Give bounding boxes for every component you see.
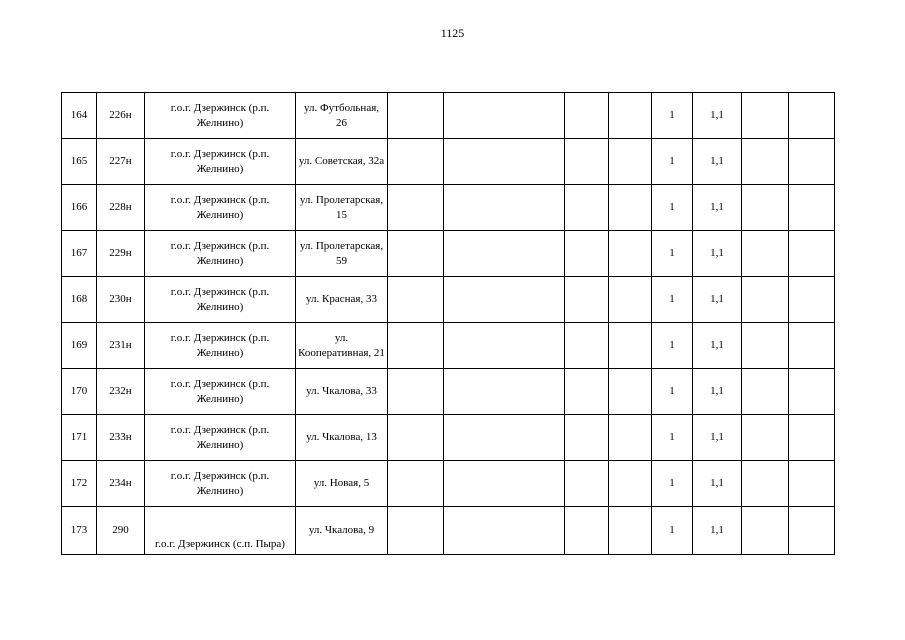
table-row [62,323,835,369]
cell-empty [388,323,444,369]
cell-empty [444,139,565,185]
cell-container-volume: 1,1 [693,185,742,231]
cell-empty [388,139,444,185]
cell-settlement: г.о.г. Дзержинск (р.п. Желнино) [145,231,296,277]
cell-empty [444,461,565,507]
cell-container-count: 1 [652,139,693,185]
cell-address: ул. Футбольная, 26 [296,93,388,139]
cell-container-volume: 1,1 [693,277,742,323]
cell-settlement: г.о.г. Дзержинск (р.п. Желнино) [145,277,296,323]
cell-container-volume: 1,1 [693,461,742,507]
cell-settlement: г.о.г. Дзержинск (р.п. Желнино) [145,139,296,185]
cell-row-number: 171 [62,415,97,461]
cell-settlement: г.о.г. Дзержинск (р.п. Желнино) [145,461,296,507]
cell-settlement: г.о.г. Дзержинск (р.п. Желнино) [145,369,296,415]
cell-settlement: г.о.г. Дзержинск (р.п. Желнино) [145,415,296,461]
cell-empty [789,323,835,369]
cell-empty [789,369,835,415]
cell-empty [565,93,609,139]
table-row [62,139,835,185]
cell-container-count: 1 [652,507,693,555]
cell-empty [444,507,565,555]
cell-container-count: 1 [652,415,693,461]
cell-empty [444,231,565,277]
cell-empty [609,231,652,277]
cell-empty [789,507,835,555]
cell-container-volume: 1,1 [693,231,742,277]
cell-row-number: 172 [62,461,97,507]
cell-address: ул. Чкалова, 33 [296,369,388,415]
cell-empty [565,507,609,555]
cell-empty [388,415,444,461]
cell-empty [565,369,609,415]
cell-empty [742,93,789,139]
table-row [62,369,835,415]
cell-site-code: 234н [97,461,145,507]
cell-empty [388,461,444,507]
cell-address: ул. Новая, 5 [296,461,388,507]
cell-empty [742,185,789,231]
cell-site-code: 232н [97,369,145,415]
table-row [62,277,835,323]
cell-empty [609,277,652,323]
cell-container-volume: 1,1 [693,93,742,139]
cell-row-number: 169 [62,323,97,369]
cell-empty [444,277,565,323]
cell-settlement: г.о.г. Дзержинск (р.п. Желнино) [145,93,296,139]
cell-container-volume: 1,1 [693,507,742,555]
cell-address: ул. Пролетарская, 15 [296,185,388,231]
cell-empty [742,369,789,415]
cell-empty [789,139,835,185]
cell-empty [789,277,835,323]
cell-empty [444,369,565,415]
cell-address: ул. Чкалова, 9 [296,507,388,555]
cell-empty [444,185,565,231]
cell-site-code: 290 [97,507,145,555]
cell-empty [565,231,609,277]
cell-row-number: 167 [62,231,97,277]
cell-empty [742,507,789,555]
cell-row-number: 168 [62,277,97,323]
cell-address: ул. Красная, 33 [296,277,388,323]
cell-settlement: г.о.г. Дзержинск (с.п. Пыра) [145,507,296,555]
cell-container-count: 1 [652,369,693,415]
cell-container-count: 1 [652,93,693,139]
cell-empty [444,93,565,139]
cell-container-count: 1 [652,277,693,323]
table-row [62,507,835,555]
cell-empty [789,93,835,139]
cell-empty [742,231,789,277]
cell-row-number: 164 [62,93,97,139]
cell-container-count: 1 [652,323,693,369]
cell-empty [565,323,609,369]
cell-site-code: 226н [97,93,145,139]
cell-address: ул. Кооперативная, 21 [296,323,388,369]
cell-empty [789,231,835,277]
cell-site-code: 227н [97,139,145,185]
cell-settlement: г.о.г. Дзержинск (р.п. Желнино) [145,323,296,369]
cell-empty [609,323,652,369]
cell-empty [565,461,609,507]
cell-row-number: 170 [62,369,97,415]
registry-table-body [62,93,835,555]
cell-row-number: 165 [62,139,97,185]
cell-container-count: 1 [652,231,693,277]
cell-empty [609,461,652,507]
cell-empty [789,461,835,507]
cell-container-volume: 1,1 [693,323,742,369]
cell-site-code: 229н [97,231,145,277]
cell-container-count: 1 [652,461,693,507]
cell-empty [444,323,565,369]
cell-row-number: 166 [62,185,97,231]
table-row [62,415,835,461]
cell-row-number: 173 [62,507,97,555]
cell-empty [742,323,789,369]
cell-empty [565,415,609,461]
cell-empty [789,185,835,231]
cell-empty [388,185,444,231]
cell-empty [742,415,789,461]
table-row [62,185,835,231]
cell-empty [388,277,444,323]
cell-container-count: 1 [652,185,693,231]
cell-container-volume: 1,1 [693,139,742,185]
table-row [62,461,835,507]
table-row [62,93,835,139]
cell-site-code: 228н [97,185,145,231]
cell-empty [388,507,444,555]
cell-empty [742,139,789,185]
cell-empty [609,185,652,231]
cell-empty [609,139,652,185]
cell-container-volume: 1,1 [693,369,742,415]
cell-container-volume: 1,1 [693,415,742,461]
cell-address: ул. Советская, 32а [296,139,388,185]
cell-address: ул. Пролетарская, 59 [296,231,388,277]
cell-empty [609,415,652,461]
cell-empty [609,369,652,415]
cell-empty [609,507,652,555]
cell-empty [565,277,609,323]
cell-empty [388,369,444,415]
cell-empty [742,277,789,323]
cell-empty [609,93,652,139]
page-number: 1125 [440,26,465,40]
cell-address: ул. Чкалова, 13 [296,415,388,461]
cell-empty [388,93,444,139]
cell-empty [789,415,835,461]
cell-settlement: г.о.г. Дзержинск (р.п. Желнино) [145,185,296,231]
cell-site-code: 230н [97,277,145,323]
cell-empty [742,461,789,507]
cell-site-code: 231н [97,323,145,369]
cell-empty [565,139,609,185]
table-row [62,231,835,277]
cell-empty [565,185,609,231]
registry-table [61,92,835,555]
cell-empty [388,231,444,277]
cell-site-code: 233н [97,415,145,461]
cell-empty [444,415,565,461]
